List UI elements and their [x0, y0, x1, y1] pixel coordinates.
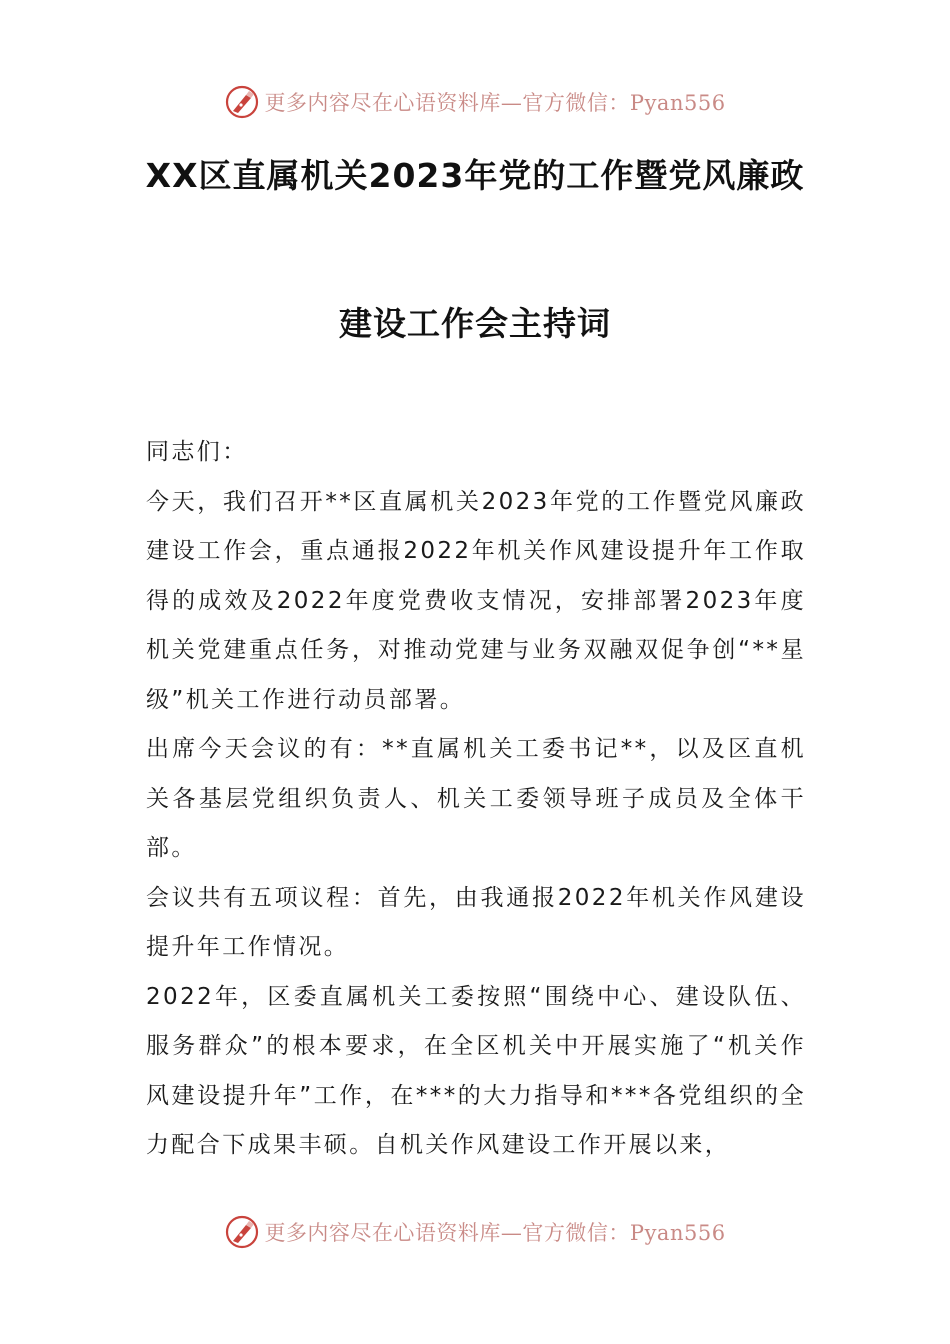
- document-title-line-2: 建设工作会主持词: [339, 304, 611, 343]
- salutation: 同志们：: [146, 439, 248, 465]
- paragraph-opening: 今天，我们召开**区直属机关2023年党的工作暨党风廉政建设工作会，重点通报2022年机关作风建设提升年工作取得的成效及2022年度党费收支情况，安排部署2023年度机关党建重点任务，对推动党建与业务双融双促争创“**星级”机关工作进行动员部署。: [146, 488, 806, 713]
- pen-nib-logo-icon: [224, 1214, 260, 1250]
- watermark-text: 更多内容尽在心语资料库—官方微信：Pyan556: [264, 91, 726, 115]
- document-title-line-1: XX区直属机关2023年党的工作暨党风廉政: [145, 156, 805, 195]
- watermark-banner-top: [0, 82, 950, 122]
- paragraph-agenda: 会议共有五项议程：首先，由我通报2022年机关作风建设提升年工作情况。: [146, 884, 806, 960]
- watermark-banner-bottom: [0, 1212, 950, 1252]
- document-body: [146, 428, 806, 1171]
- paragraph-report: 2022年，区委直属机关工委按照“围绕中心、建设队伍、服务群众”的根本要求，在全区机关中开展实施了“机关作风建设提升年”工作，在***的大力指导和***各党组织的全力配合下成果丰硕。自机关作风建设工作开展以来，: [146, 983, 806, 1158]
- paragraph-attendees: 出席今天会议的有：**直属机关工委书记**，以及区直机关各基层党组织负责人、机关工委领导班子成员及全体干部。: [146, 736, 806, 861]
- pen-nib-logo-icon: [224, 84, 260, 120]
- watermark-text: 更多内容尽在心语资料库—官方微信：Pyan556: [264, 1221, 726, 1245]
